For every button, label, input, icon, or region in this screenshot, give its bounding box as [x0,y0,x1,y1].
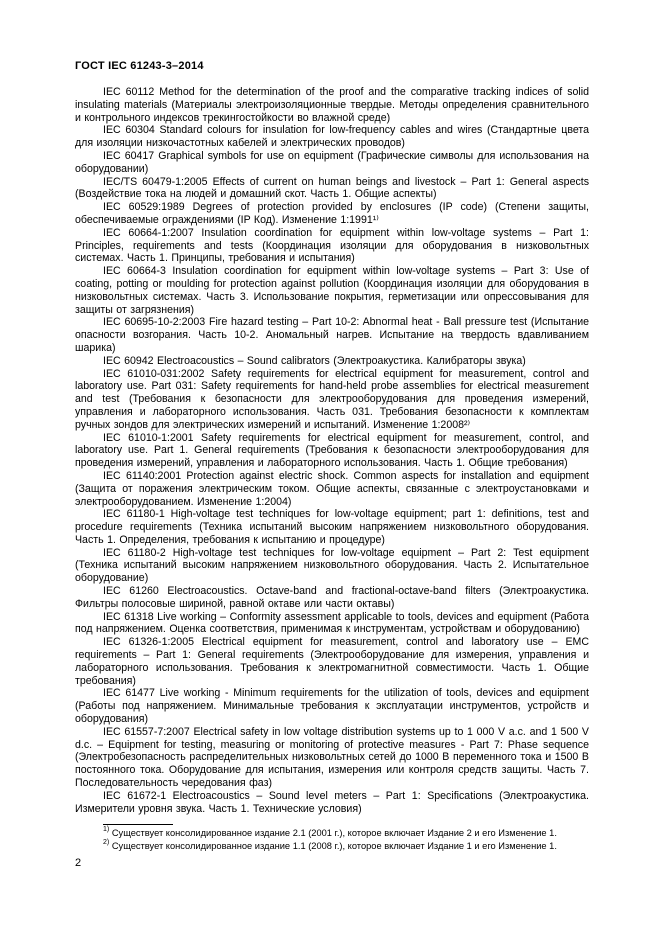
page-number: 2 [75,856,82,869]
reference-paragraph: IEC 61010-1:2001 Safety requirements for electrical equipment for measurement, control, and laboratory use. Part 1. General requirements (Требования к безопасности электрооборудования для проведения измерений, управления и лабораторного использования. Часть 1. Общие требования) [75,431,589,470]
footnote-text: Существует консолидированное издание 1.1 (2008 г.), которое включает Издание 1 и его Изменение 1. [111,840,557,851]
footnote [75,840,589,852]
reference-paragraph: IEC/TS 60479-1:2005 Effects of current on human beings and livestock – Part 1: General aspects (Воздействие тока на людей и домашний скот. Часть 1. Общие аспекты) [75,175,589,201]
reference-paragraph: IEC 60112 Method for the determination of the proof and the comparative tracking indices of solid insulating materials (Материалы электроизоляционные твердые. Методы определения сравнительного и контрольного индексов трекингостойкости во влажной среде) [75,86,589,124]
footnote-text: Существует консолидированное издание 2.1 (2001 г.), которое включает Издание 2 и его Изменение 1. [111,828,557,839]
footnotes-section [75,824,589,851]
reference-paragraph: IEC 60417 Graphical symbols for use on equipment (Графические символы для использования на оборудовании) [75,149,589,175]
reference-paragraph: IEC 60942 Electroacoustics – Sound calibrators (Электроакустика. Калибраторы звука) [103,354,526,367]
reference-paragraph: IEC 61557-7:2007 Electrical safety in low voltage distribution systems up to 1 000 V a.c. and 1 500 V d.c. – Equipment for testing, measuring or monitoring of protective measures - Part 7: Phase sequence (Электробезопасность распределительных низковольтных сетей до 1000 В переменного тока и 1500 В постоянного тока. Оборудование для испытания, измерения или контроля средств защиты. Часть 7. Последовательность чередования фаз) [75,725,589,790]
reference-paragraph: IEC 61180-1 High-voltage test techniques for low-voltage equipment; part 1: definitions, test and procedure requirements (Техника испытаний высоким напряжением низковольтного оборудования. Часть 1. Определения, требования к испытанию и процедуре) [75,508,589,546]
footnote [75,827,589,839]
reference-paragraph: IEC 60529:1989 Degrees of protection provided by enclosures (IP code) (Степени защиты, обеспечиваемые ограждениями (IP Код). Изменение 1:1991¹⁾ [75,201,589,226]
reference-paragraph: IEC 61326-1:2005 Electrical equipment for measurement, control and laboratory use – EMC requirements – Part 1: General requirements (Электрооборудование для измерения, управления и лабораторного использования. Требования к электромагнитной совместимости. Часть 1. Общие требования) [75,636,589,687]
reference-paragraph: IEC 60664-1:2007 Insulation coordination for equipment within low-voltage systems – Part 1: Principles, requirements and tests (Координация изоляции для оборудования в низковольтных системах. Часть 1. Принципы, требования и испытания) [75,226,589,265]
reference-paragraph: IEC 60664-3 Insulation coordination for equipment within low-voltage systems – Part 3: Use of coating, potting or moulding for protection against pollution (Координация изоляции для оборудования в низковольтных системах. Часть 3. Использование покрытия, герметизации или опрессовывания для защиты от загрязнения) [75,265,589,316]
reference-paragraph: IEC 61180-2 High-voltage test techniques for low-voltage equipment – Part 2: Test equipment (Техника испытаний высоким напряжением низковольтного оборудования. Часть 2. Испытательное оборудование) [75,546,589,585]
reference-paragraph: IEC 61672-1 Electroacoustics – Sound level meters – Part 1: Specifications (Электроакустика. Измерители уровня звука. Часть 1. Технические условия) [75,789,589,815]
reference-paragraph: IEC 61260 Electroacoustics. Octave-band and fractional-octave-band filters (Электроакустика. Фильтры полосовые шириной, равной октаве или части октавы) [75,585,589,610]
reference-paragraph: IEC 60695-10-2:2003 Fire hazard testing – Part 10-2: Abnormal heat - Ball pressure test (Испытание опасности возгорания. Часть 10-2. Аномальный нагрев. Испытание на твердость вдавливанием шарика) [75,316,589,354]
footnote-marker: 1) [103,826,110,834]
reference-paragraph: IEC 61318 Live working – Conformity assessment applicable to tools, devices and equipment (Работа под напряжением. Оценка соответствия, применимая к инструментам, устройствам и оборудованию) [75,610,589,636]
document-title: ГОСТ IEC 61243-3–2014 [75,60,204,72]
reference-paragraph: IEC 61140:2001 Protection against electric shock. Common aspects for installation and equipment (Защита от поражения электрическим током. Общие аспекты, связанные с электроустановками и электрооборудованием. Изменение 1:2004) [75,469,589,508]
reference-paragraph: IEC 61010-031:2002 Safety requirements for electrical equipment for measurement, control and laboratory use. Part 031: Safety requirements for hand-held probe assemblies for electrical measurement and test (Требования к безопасности для электрооборудования для проведения измерений, управления и лабораторного использования. Часть 031. Требования безопасности к комплектам ручных зондов для электрических измерений и испытаний. Изменение 1:2008²⁾ [75,367,589,431]
footnote-marker: 2) [103,838,110,846]
reference-paragraph: IEC 60304 Standard colours for insulation for low-frequency cables and wires (Стандартные цвета для изоляции низкочастотных кабелей и электрических проводов) [75,124,589,150]
reference-paragraph: IEC 61477 Live working - Minimum requirements for the utilization of tools, devices and equipment (Работы под напряжением. Минимальные требования к эксплуатации инструментов, устройств и оборудования) [75,687,589,726]
references-list [75,86,589,815]
